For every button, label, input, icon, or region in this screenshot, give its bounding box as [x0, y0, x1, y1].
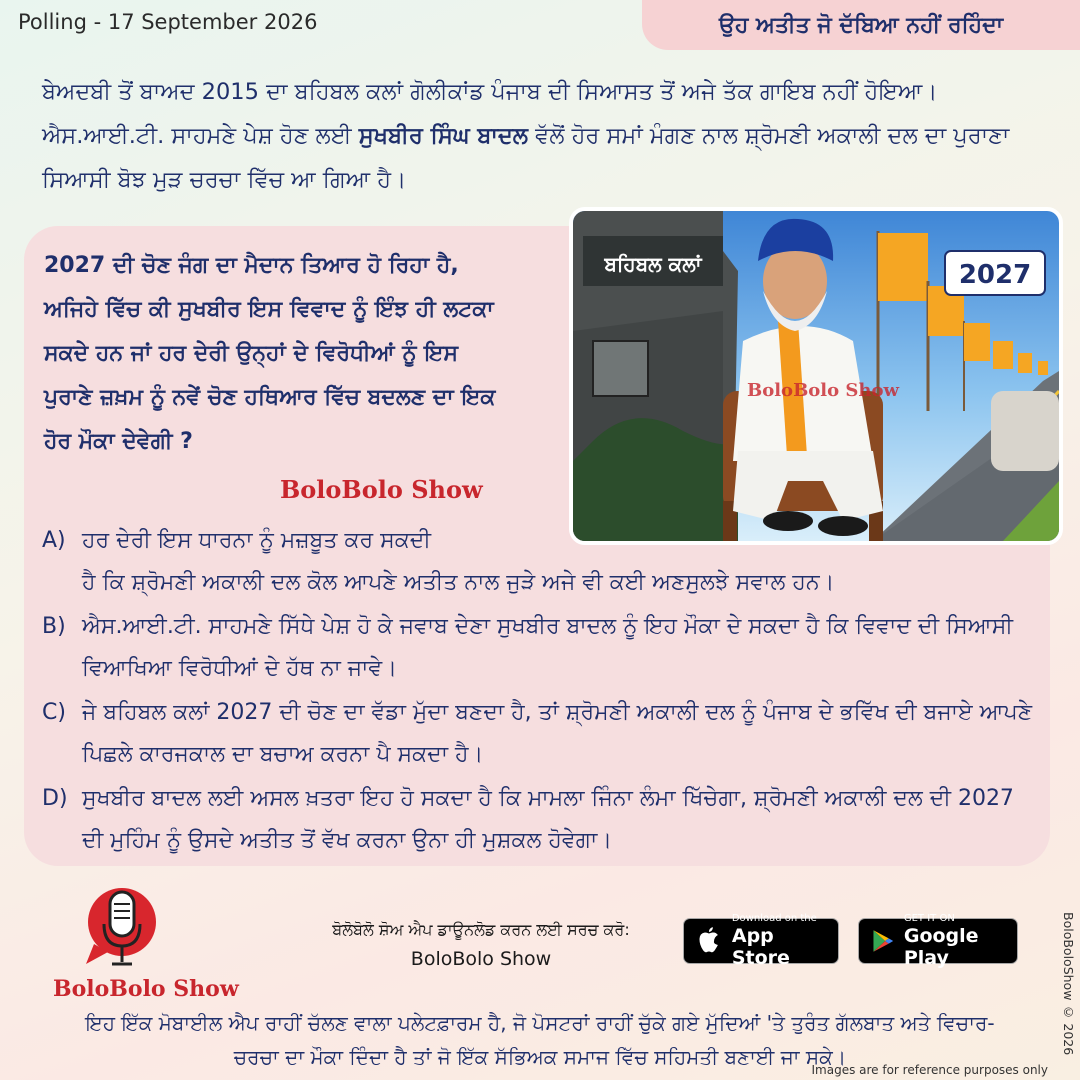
google-play-icon [869, 926, 896, 956]
option-b-text: ਐਸ.ਆਈ.ਟੀ. ਸਾਹਮਣੇ ਸਿੱਧੇ ਪੇਸ਼ ਹੋ ਕੇ ਜਵਾਬ ਦੇਣਾ ਸੁਖਬੀਰ ਬਾਦਲ ਨੂੰ ਇਹ ਮੌਕਾ ਦੇ ਸਕਦਾ ਹੈ ਕਿ ਵਿਵਾਦ ਦੀ ਸਿਆਸੀ ਵਿਆਖਿਆ ਵਿਰੋਧੀਆਂ ਦੇ ਹੱਥ ਨਾ ਜਾਵੇ। [82, 614, 1014, 681]
illustration-image [569, 207, 1063, 545]
option-c-text: ਜੇ ਬਹਿਬਲ ਕਲਾਂ 2027 ਦੀ ਚੋਣ ਦਾ ਵੱਡਾ ਮੁੱਦਾ ਬਣਦਾ ਹੈ, ਤਾਂ ਸ਼੍ਰੋਮਣੀ ਅਕਾਲੀ ਦਲ ਨੂੰ ਪੰਜਾਬ ਦੇ ਭਵਿੱਖ ਦੀ ਬਜਾਏ ਆਪਣੇ ਪਿਛਲੇ ਕਾਰਜਕਾਲ ਦਾ ਬਚਾਅ ਕਰਨਾ ਪੈ ਸਕਦਾ ਹੈ। [82, 700, 1033, 767]
sign-board-text: ਬਹਿਬਲ ਕਲਾਂ [604, 252, 702, 276]
option-a-letter: A) [42, 528, 66, 553]
option-c[interactable] [42, 692, 1042, 776]
poll-question: 2027 ਦੀ ਚੋਣ ਜੰਗ ਦਾ ਮੈਦਾਨ ਤਿਆਰ ਹੋ ਰਿਹਾ ਹੈ, ਅਜਿਹੇ ਵਿੱਚ ਕੀ ਸੁਖਬੀਰ ਇਸ ਵਿਵਾਦ ਨੂੰ ਇੰਝ ਹੀ ਲਟਕਾ ਸਕਦੇ ਹਨ ਜਾਂ ਹਰ ਦੇਰੀ ਉਨ੍ਹਾਂ ਦੇ ਵਿਰੋਧੀਆਂ ਨੂੰ ਇਸ ਪੁਰਾਣੇ ਜ਼ਖ਼ਮ ਨੂੰ ਨਵੇਂ ਚੋਣ ਹਥਿਆਰ ਵਿੱਚ ਬਦਲਣ ਦਾ ਇਕ ਹੋਰ ਮੌਕਾ ਦੇਵੇਗੀ ? [44, 253, 496, 454]
google-play-button[interactable] [858, 913, 1018, 969]
image-disclaimer: Images are for reference purposes only [811, 1063, 1048, 1077]
option-d[interactable] [42, 778, 1042, 862]
search-app-name: BoloBolo Show [410, 948, 552, 970]
year-sign-text: 2027 [958, 260, 1032, 290]
headline-tag: ਉਹ ਅਤੀਤ ਜੋ ਦੱਬਿਆ ਨਹੀਂ ਰਹਿੰਦਾ [642, 0, 1080, 50]
intro-text-end: ਵੱਲੋਂ ਹੋਰ ਸਮਾਂ ਮੰਗਣ ਨਾਲ ਸ਼੍ਰੋਮਣੀ ਅਕਾਲੀ ਦਲ ਦਾ ਪੁਰਾਣਾ ਸਿਆਸੀ ਬੋਝ ਮੁੜ ਚਰਚਾ ਵਿੱਚ ਆ ਗਿਆ ਹੈ। [42, 123, 1010, 193]
poll-options [42, 520, 1042, 864]
app-store-button[interactable] [683, 913, 839, 969]
app-store-label: App Store [731, 925, 790, 969]
illustration-svg [573, 211, 1059, 541]
intro-text-start: ਬੇਅਦਬੀ ਤੋਂ ਬਾਅਦ 2015 ਦਾ ਬਹਿਬਲ ਕਲਾਂ ਗੋਲੀਕਾਂਡ ਪੰਜਾਬ ਦੀ ਸਿਆਸਤ ਤੋਂ ਅਜੇ ਤੱਕ ਗਾਇਬ ਨਹੀਂ ਹੋਇਆ। ਐਸ.ਆਈ.ਟੀ. ਸਾਹਮਣੇ ਪੇਸ਼ ਹੋਣ ਲਈ [42, 79, 938, 149]
option-a-text-line1: ਹਰ ਦੇਰੀ ਇਸ ਧਾਰਨਾ ਨੂੰ ਮਜ਼ਬੂਤ ਕਰ ਸਕਦੀ [82, 528, 431, 553]
option-a-text-line2: ਹੈ ਕਿ ਸ਼੍ਰੋਮਣੀ ਅਕਾਲੀ ਦਲ ਕੋਲ ਆਪਣੇ ਅਤੀਤ ਨਾਲ ਜੁੜੇ ਅਜੇ ਵੀ ਕਈ ਅਣਸੁਲਝੇ ਸਵਾਲ ਹਨ। [82, 570, 835, 595]
option-c-letter: C) [42, 700, 66, 725]
option-b-letter: B) [42, 614, 66, 639]
option-d-text: ਸੁਖਬੀਰ ਬਾਦਲ ਲਈ ਅਸਲ ਖ਼ਤਰਾ ਇਹ ਹੋ ਸਕਦਾ ਹੈ ਕਿ ਮਾਮਲਾ ਜਿੰਨਾ ਲੰਮਾ ਖਿੱਚੇਗਾ, ਸ਼੍ਰੋਮਣੀ ਅਕਾਲੀ ਦਲ ਦੀ 2027 ਦੀ ਮੁਹਿੰਮ ਨੂੰ ਉਸਦੇ ਅਤੀਤ ਤੋਂ ਵੱਖ ਕਰਨਾ ਉਨਾ ਹੀ ਮੁਸ਼ਕਲ ਹੋਵੇਗਾ। [82, 786, 1014, 853]
google-play-label: Google Play [903, 925, 979, 969]
about-text: ਇਹ ਇੱਕ ਮੋਬਾਈਲ ਐਪ ਰਾਹੀਂ ਚੱਲਣ ਵਾਲਾ ਪਲੇਟਫ਼ਾਰਮ ਹੈ, ਜੋ ਪੋਸਟਰਾਂ ਰਾਹੀਂ ਚੁੱਕੇ ਗਏ ਮੁੱਦਿਆਂ 'ਤੇ ਤੁਰੰਤ ਗੱਲਬਾਤ ਅਤੇ ਵਿਚਾਰ-ਚਰਚਾ ਦਾ ਮੌਕਾ ਦਿੰਦਾ ਹੈ ਤਾਂ ਜੋ ਇੱਕ ਸੱਭਿਅਕ ਸਮਾਜ ਵਿੱਚ ਸਹਿਮਤੀ ਬਣਾਈ ਜਾ ਸਕੇ। [85, 1011, 995, 1069]
copyright-text: BoloBoloShow © 2026 [1061, 912, 1076, 1056]
intro-name-bold: ਸੁਖਬੀਰ ਸਿੰਘ ਬਾਦਲ [358, 123, 529, 149]
option-a-continuation[interactable] [42, 562, 1042, 604]
microphone-logo-icon [82, 884, 162, 974]
option-d-letter: D) [42, 786, 68, 811]
footer-brand: BoloBolo Show [53, 976, 239, 1002]
wall-photo [593, 341, 648, 396]
watermark-text: BoloBolo Show [280, 475, 483, 504]
google-play-small: GET IT ON [903, 913, 955, 924]
intro-paragraph [42, 70, 1042, 202]
search-instruction: ਬੋਲੋਬੋਲੋ ਸ਼ੋਅ ਐਪ ਡਾਊਨਲੋਡ ਕਰਨ ਲਈ ਸਰਚ ਕਰੋ: [332, 920, 630, 939]
option-a[interactable] [42, 520, 552, 562]
milestone [991, 391, 1059, 471]
apple-icon [694, 926, 724, 956]
date-line: Polling - 17 September 2026 [18, 10, 318, 34]
app-store-small: Download on the [731, 913, 817, 924]
option-b[interactable] [42, 606, 1042, 690]
image-watermark: BoloBolo Show [747, 380, 899, 401]
